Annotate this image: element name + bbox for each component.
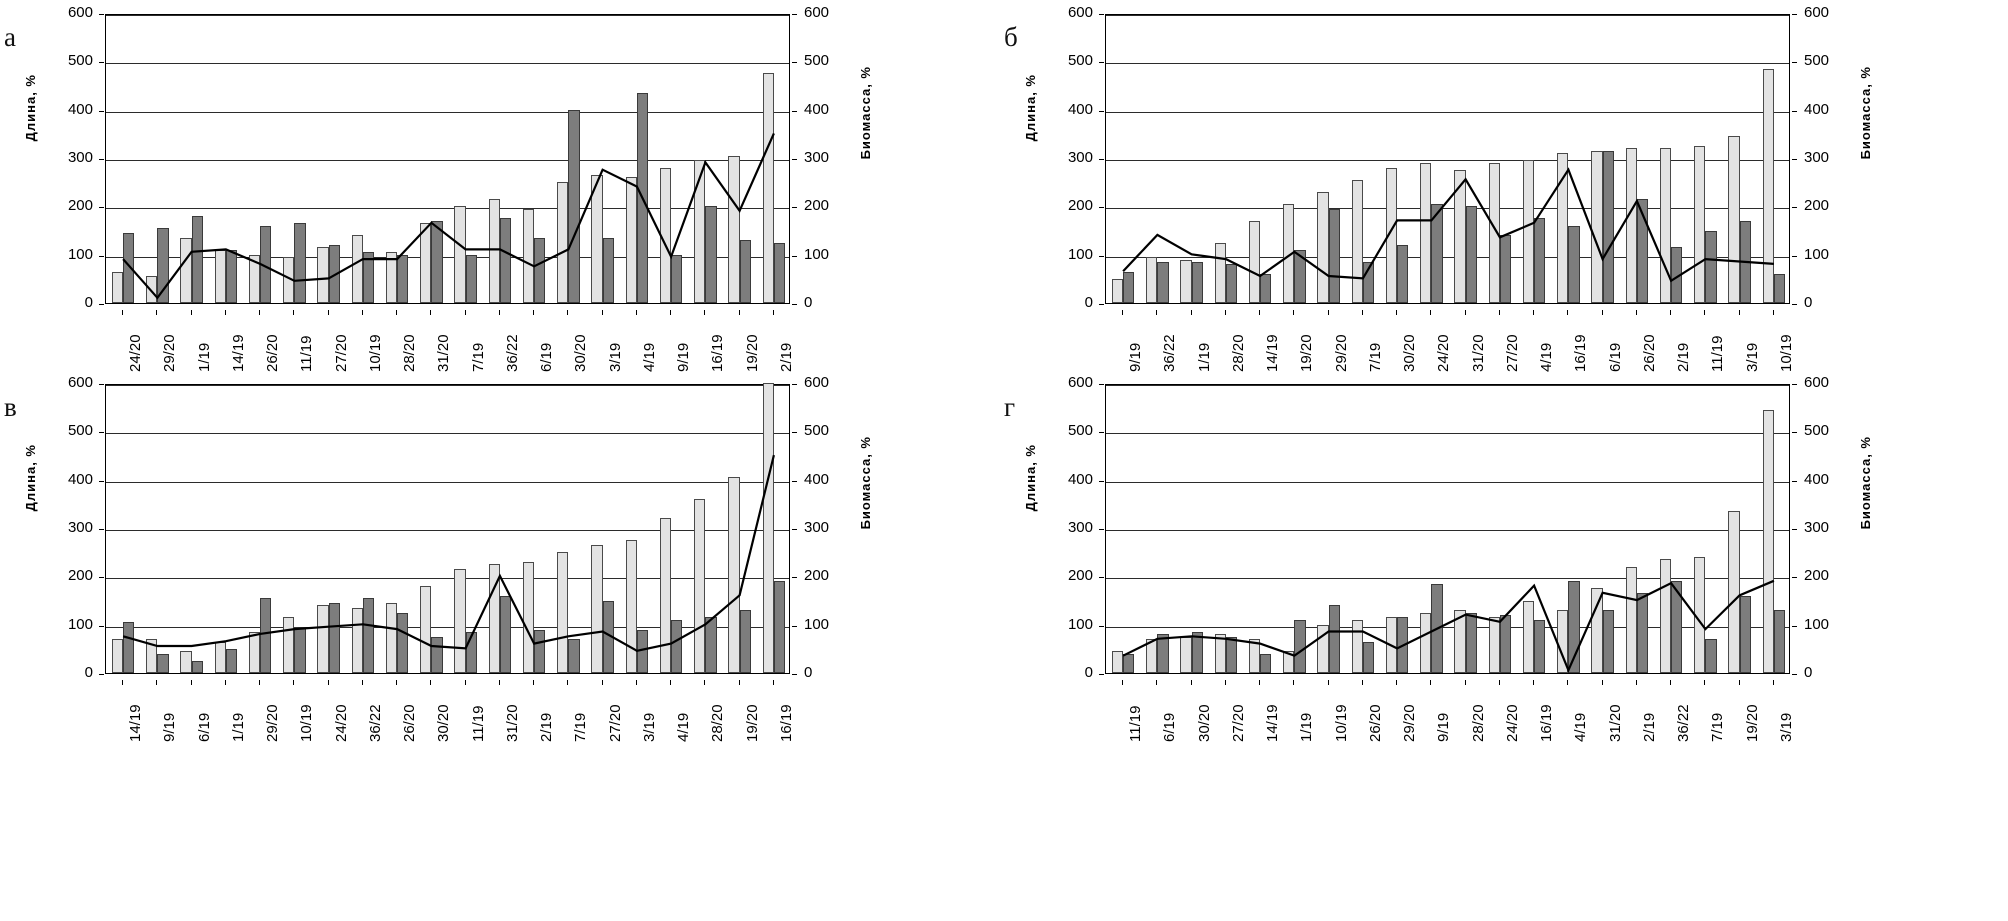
y-tick-right-600: 600	[804, 374, 830, 391]
y-tickmark-right	[792, 529, 797, 530]
y-tickmark-right	[1792, 304, 1797, 305]
x-tickmark	[1293, 680, 1294, 685]
x-tick-label-1/19: 1/19	[1298, 712, 1316, 742]
x-tick-label-16/19: 16/19	[777, 704, 795, 742]
y-tick-right-400: 400	[1804, 470, 1830, 488]
x-tickmark	[1739, 680, 1740, 685]
y-tick-right-0: 0	[1804, 664, 1813, 681]
x-tick-label-24/20: 24/20	[127, 334, 145, 372]
y-tick-left-200: 200	[67, 567, 93, 585]
y-tick-right-600: 600	[1804, 4, 1830, 21]
x-tick-label-9/19: 9/19	[1435, 712, 1453, 742]
trend-line	[106, 385, 791, 675]
y-tick-right-400: 400	[1804, 100, 1830, 118]
x-tick-label-7/19: 7/19	[1709, 712, 1727, 742]
x-tickmark	[704, 310, 705, 315]
x-tickmark	[602, 310, 603, 315]
x-tickmark	[1328, 310, 1329, 315]
y-tick-right-200: 200	[1804, 567, 1830, 585]
x-tickmark	[362, 680, 363, 685]
x-tickmark	[1704, 680, 1705, 685]
x-tickmark	[156, 310, 157, 315]
x-tick-label-10/19: 10/19	[1777, 334, 1795, 372]
y-tickmark-left	[99, 384, 104, 385]
x-tick-label-11/19: 11/19	[1127, 705, 1145, 742]
y-tick-left-600: 600	[1067, 374, 1093, 391]
x-tick-label-28/20: 28/20	[1469, 704, 1487, 742]
x-tick-label-9/19: 9/19	[161, 712, 179, 742]
y-tick-left-600: 600	[1067, 4, 1093, 21]
x-tickmark	[1499, 680, 1500, 685]
y-tick-left-0: 0	[84, 294, 93, 311]
y-tick-left-600: 600	[67, 374, 93, 391]
x-tickmark	[499, 680, 500, 685]
x-tickmark	[430, 680, 431, 685]
x-tick-label-27/20: 27/20	[332, 334, 350, 372]
plot-area	[105, 14, 790, 304]
x-tick-label-3/19: 3/19	[1743, 342, 1761, 372]
x-tick-label-19/20: 19/20	[743, 704, 761, 742]
y-tickmark-left	[99, 159, 104, 160]
y-axis-title-right: Биомасса, %	[1858, 66, 1873, 160]
y-tickmark-left	[1099, 14, 1104, 15]
x-tickmark	[1636, 680, 1637, 685]
x-tickmark	[670, 680, 671, 685]
x-tick-label-27/20: 27/20	[1503, 334, 1521, 372]
x-tickmark	[1293, 310, 1294, 315]
x-tickmark	[1430, 310, 1431, 315]
y-tickmark-left	[99, 481, 104, 482]
panel-label-в: в	[4, 392, 17, 422]
x-tickmark	[362, 310, 363, 315]
chart-panel-в	[0, 370, 1000, 740]
x-tick-label-28/20: 28/20	[401, 334, 419, 372]
x-tickmark	[1396, 680, 1397, 685]
x-tickmark	[430, 310, 431, 315]
x-tickmark	[396, 310, 397, 315]
x-tick-label-24/20: 24/20	[1435, 334, 1453, 372]
x-tick-label-14/19: 14/19	[1264, 334, 1282, 372]
y-tick-right-400: 400	[804, 470, 830, 488]
x-tickmark	[773, 310, 774, 315]
x-tick-label-29/20: 29/20	[161, 334, 179, 372]
y-tickmark-left	[1099, 384, 1104, 385]
y-tickmark-right	[1792, 529, 1797, 530]
y-tickmark-right	[792, 304, 797, 305]
x-tick-label-10/19: 10/19	[298, 704, 316, 742]
x-tick-label-31/20: 31/20	[435, 334, 453, 372]
y-tick-right-300: 300	[804, 149, 830, 166]
x-tick-label-6/19: 6/19	[1606, 342, 1624, 372]
y-tick-left-300: 300	[67, 519, 93, 536]
panel-label-а: а	[4, 22, 16, 52]
y-tick-right-0: 0	[804, 664, 813, 681]
x-tickmark	[1465, 310, 1466, 315]
y-tick-left-400: 400	[1067, 100, 1093, 118]
y-tick-left-200: 200	[1067, 197, 1093, 215]
y-tickmark-right	[1792, 674, 1797, 675]
x-tick-label-10/19: 10/19	[1332, 704, 1350, 742]
y-tick-right-500: 500	[1804, 52, 1830, 70]
x-tick-label-29/20: 29/20	[264, 704, 282, 742]
x-tick-label-26/20: 26/20	[1366, 704, 1384, 742]
y-tickmark-left	[99, 626, 104, 627]
y-tickmark-left	[1099, 481, 1104, 482]
x-tick-label-30/20: 30/20	[1401, 334, 1419, 372]
x-tick-label-27/20: 27/20	[606, 704, 624, 742]
x-tick-label-19/20: 19/20	[1298, 334, 1316, 372]
x-tick-label-3/19: 3/19	[606, 342, 624, 372]
trend-line	[1106, 15, 1791, 305]
x-tickmark	[1328, 680, 1329, 685]
x-tick-label-27/20: 27/20	[1229, 704, 1247, 742]
y-tick-right-200: 200	[804, 197, 830, 215]
x-tick-label-14/19: 14/19	[229, 334, 247, 372]
y-tickmark-left	[99, 529, 104, 530]
x-tickmark	[1739, 310, 1740, 315]
y-tickmark-left	[99, 111, 104, 112]
x-tickmark	[1602, 310, 1603, 315]
y-axis-title-left: Длина, %	[23, 74, 38, 142]
x-tick-label-7/19: 7/19	[572, 712, 590, 742]
x-tickmark	[1773, 310, 1774, 315]
y-tickmark-right	[792, 481, 797, 482]
y-tick-left-300: 300	[67, 149, 93, 166]
y-tick-right-400: 400	[804, 100, 830, 118]
x-tick-label-9/19: 9/19	[675, 342, 693, 372]
x-tickmark	[739, 680, 740, 685]
x-tickmark	[1533, 310, 1534, 315]
x-tick-label-26/20: 26/20	[264, 334, 282, 372]
y-tickmark-right	[792, 256, 797, 257]
x-tickmark	[122, 310, 123, 315]
chart-panel-а	[0, 0, 1000, 370]
y-tickmark-right	[1792, 577, 1797, 578]
y-tick-right-300: 300	[1804, 519, 1830, 536]
x-tick-label-16/19: 16/19	[1572, 334, 1590, 372]
x-tickmark	[1499, 310, 1500, 315]
y-tickmark-right	[792, 674, 797, 675]
y-tick-left-300: 300	[1067, 519, 1093, 536]
y-tickmark-right	[1792, 62, 1797, 63]
y-tick-left-200: 200	[1067, 567, 1093, 585]
y-tick-left-400: 400	[1067, 470, 1093, 488]
x-tickmark	[1533, 680, 1534, 685]
x-tick-label-31/20: 31/20	[1469, 334, 1487, 372]
y-tick-right-0: 0	[1804, 294, 1813, 311]
trend-line	[1106, 385, 1791, 675]
x-tickmark	[1191, 680, 1192, 685]
y-tick-right-0: 0	[804, 294, 813, 311]
x-tick-label-26/20: 26/20	[1640, 334, 1658, 372]
x-tickmark	[773, 680, 774, 685]
x-tick-label-29/20: 29/20	[1332, 334, 1350, 372]
chart-panel-г	[1000, 370, 2000, 740]
y-tick-left-100: 100	[1067, 615, 1093, 633]
y-tickmark-left	[99, 577, 104, 578]
x-tickmark	[1122, 680, 1123, 685]
y-axis-title-right: Биомасса, %	[858, 436, 873, 530]
x-tickmark	[293, 680, 294, 685]
panel-label-б: б	[1004, 22, 1018, 52]
x-tick-label-16/19: 16/19	[709, 334, 727, 372]
y-tickmark-left	[99, 674, 104, 675]
plot-area	[105, 384, 790, 674]
x-tickmark	[293, 310, 294, 315]
x-tick-label-28/20: 28/20	[1229, 334, 1247, 372]
y-tickmark-left	[1099, 256, 1104, 257]
y-tickmark-right	[1792, 207, 1797, 208]
x-tick-label-2/19: 2/19	[538, 712, 556, 742]
x-tickmark	[1773, 680, 1774, 685]
x-tick-label-2/19: 2/19	[1640, 712, 1658, 742]
x-tick-label-36/22: 36/22	[503, 334, 521, 372]
x-tick-label-16/19: 16/19	[1538, 704, 1556, 742]
x-tick-label-30/20: 30/20	[435, 704, 453, 742]
x-tickmark	[1430, 680, 1431, 685]
y-tick-right-300: 300	[1804, 149, 1830, 166]
x-tick-label-1/19: 1/19	[1195, 342, 1213, 372]
y-tickmark-left	[1099, 304, 1104, 305]
y-tick-right-600: 600	[804, 4, 830, 21]
y-tick-right-600: 600	[1804, 374, 1830, 391]
x-tick-label-1/19: 1/19	[195, 342, 213, 372]
x-tickmark	[1225, 680, 1226, 685]
x-tick-label-3/19: 3/19	[640, 712, 658, 742]
y-tick-right-100: 100	[1804, 615, 1830, 633]
x-tickmark	[1225, 310, 1226, 315]
x-tickmark	[1259, 310, 1260, 315]
x-tickmark	[1567, 680, 1568, 685]
y-axis-title-right: Биомасса, %	[858, 66, 873, 160]
x-tick-label-2/19: 2/19	[1675, 342, 1693, 372]
y-tick-left-400: 400	[67, 100, 93, 118]
x-tick-label-4/19: 4/19	[1572, 712, 1590, 742]
y-tickmark-right	[792, 111, 797, 112]
x-tickmark	[1362, 310, 1363, 315]
y-tickmark-left	[1099, 626, 1104, 627]
y-tickmark-right	[792, 62, 797, 63]
y-tickmark-left	[1099, 62, 1104, 63]
x-tickmark	[1396, 310, 1397, 315]
x-tick-label-4/19: 4/19	[675, 712, 693, 742]
x-tickmark	[191, 310, 192, 315]
x-tick-label-28/20: 28/20	[709, 704, 727, 742]
y-tick-right-100: 100	[804, 245, 830, 263]
y-tick-left-0: 0	[84, 664, 93, 681]
y-tick-left-500: 500	[67, 52, 93, 70]
x-tick-label-6/19: 6/19	[538, 342, 556, 372]
x-tickmark	[1670, 310, 1671, 315]
y-tickmark-right	[792, 577, 797, 578]
y-tickmark-left	[1099, 577, 1104, 578]
x-tick-label-11/19: 11/19	[1709, 335, 1727, 372]
x-tick-label-36/22: 36/22	[366, 704, 384, 742]
x-tick-label-24/20: 24/20	[332, 704, 350, 742]
y-tickmark-left	[99, 256, 104, 257]
y-tick-left-400: 400	[67, 470, 93, 488]
x-tickmark	[465, 310, 466, 315]
x-tickmark	[156, 680, 157, 685]
x-tick-label-31/20: 31/20	[1606, 704, 1624, 742]
panel-label-г: г	[1004, 392, 1016, 422]
x-tickmark	[191, 680, 192, 685]
y-tick-right-100: 100	[804, 615, 830, 633]
y-tickmark-right	[1792, 481, 1797, 482]
plot-area	[1105, 14, 1790, 304]
x-axis-labels	[105, 680, 795, 750]
y-tick-right-500: 500	[804, 52, 830, 70]
x-tickmark	[396, 680, 397, 685]
x-tickmark	[567, 310, 568, 315]
y-tickmark-left	[1099, 207, 1104, 208]
y-axis-title-left: Длина, %	[1023, 444, 1038, 512]
x-tick-label-24/20: 24/20	[1503, 704, 1521, 742]
x-tickmark	[1156, 310, 1157, 315]
x-tickmark	[328, 310, 329, 315]
x-tick-label-11/19: 11/19	[298, 335, 316, 372]
y-tick-left-100: 100	[1067, 245, 1093, 263]
x-tickmark	[1636, 310, 1637, 315]
x-tick-label-26/20: 26/20	[401, 704, 419, 742]
x-tickmark	[1122, 310, 1123, 315]
x-tickmark	[739, 310, 740, 315]
x-tick-label-31/20: 31/20	[503, 704, 521, 742]
y-tick-right-200: 200	[804, 567, 830, 585]
y-tickmark-left	[99, 207, 104, 208]
x-tick-label-11/19: 11/19	[469, 705, 487, 742]
chart-panel-б	[1000, 0, 2000, 370]
y-tickmark-left	[99, 62, 104, 63]
x-tickmark	[636, 310, 637, 315]
y-tick-left-100: 100	[67, 615, 93, 633]
y-tick-left-0: 0	[1084, 294, 1093, 311]
y-tick-left-500: 500	[1067, 52, 1093, 70]
y-tickmark-right	[792, 14, 797, 15]
y-axis-title-right: Биомасса, %	[1858, 436, 1873, 530]
x-tick-label-30/20: 30/20	[1195, 704, 1213, 742]
y-tickmark-right	[792, 207, 797, 208]
y-tick-left-0: 0	[1084, 664, 1093, 681]
x-tickmark	[259, 310, 260, 315]
x-tick-label-4/19: 4/19	[640, 342, 658, 372]
x-tick-label-6/19: 6/19	[1161, 712, 1179, 742]
y-tick-right-500: 500	[1804, 422, 1830, 440]
x-tickmark	[465, 680, 466, 685]
x-tickmark	[704, 680, 705, 685]
x-tick-label-9/19: 9/19	[1127, 342, 1145, 372]
y-tickmark-right	[1792, 111, 1797, 112]
x-tickmark	[122, 680, 123, 685]
x-tickmark	[1259, 680, 1260, 685]
x-tickmark	[225, 680, 226, 685]
x-tick-label-10/19: 10/19	[366, 334, 384, 372]
x-tick-label-3/19: 3/19	[1777, 712, 1795, 742]
y-tick-right-100: 100	[1804, 245, 1830, 263]
x-tickmark	[1704, 310, 1705, 315]
y-tickmark-right	[1792, 432, 1797, 433]
x-tickmark	[670, 310, 671, 315]
x-axis-labels	[1105, 680, 1795, 750]
x-tick-label-30/20: 30/20	[572, 334, 590, 372]
y-tickmark-right	[792, 626, 797, 627]
x-tick-label-29/20: 29/20	[1401, 704, 1419, 742]
y-tick-left-500: 500	[67, 422, 93, 440]
x-tick-label-36/22: 36/22	[1675, 704, 1693, 742]
x-tickmark	[533, 680, 534, 685]
y-tickmark-right	[1792, 256, 1797, 257]
x-tickmark	[328, 680, 329, 685]
y-tickmark-right	[792, 432, 797, 433]
x-tickmark	[499, 310, 500, 315]
x-tickmark	[1670, 680, 1671, 685]
x-tick-label-19/20: 19/20	[1743, 704, 1761, 742]
x-tickmark	[567, 680, 568, 685]
x-tickmark	[1567, 310, 1568, 315]
y-axis-title-left: Длина, %	[23, 444, 38, 512]
x-tick-label-14/19: 14/19	[127, 704, 145, 742]
x-tickmark	[1602, 680, 1603, 685]
x-tick-label-14/19: 14/19	[1264, 704, 1282, 742]
x-tickmark	[259, 680, 260, 685]
x-tick-label-7/19: 7/19	[469, 342, 487, 372]
x-tick-label-4/19: 4/19	[1538, 342, 1556, 372]
x-tickmark	[1156, 680, 1157, 685]
y-tickmark-left	[1099, 159, 1104, 160]
x-tick-label-19/20: 19/20	[743, 334, 761, 372]
x-tick-label-36/22: 36/22	[1161, 334, 1179, 372]
y-tickmark-right	[1792, 626, 1797, 627]
y-tickmark-right	[1792, 384, 1797, 385]
x-tickmark	[1465, 680, 1466, 685]
x-tickmark	[636, 680, 637, 685]
y-tickmark-right	[792, 384, 797, 385]
y-tickmark-left	[99, 432, 104, 433]
y-tickmark-left	[1099, 674, 1104, 675]
y-tickmark-left	[1099, 111, 1104, 112]
y-tick-right-500: 500	[804, 422, 830, 440]
y-tick-left-100: 100	[67, 245, 93, 263]
y-tick-left-500: 500	[1067, 422, 1093, 440]
x-tickmark	[602, 680, 603, 685]
y-axis-title-left: Длина, %	[1023, 74, 1038, 142]
y-tick-left-300: 300	[1067, 149, 1093, 166]
y-tick-right-200: 200	[1804, 197, 1830, 215]
y-tickmark-right	[1792, 159, 1797, 160]
y-tick-left-600: 600	[67, 4, 93, 21]
x-tickmark	[533, 310, 534, 315]
y-tickmark-left	[1099, 432, 1104, 433]
y-tickmark-left	[1099, 529, 1104, 530]
y-tickmark-left	[99, 14, 104, 15]
x-tick-label-7/19: 7/19	[1366, 342, 1384, 372]
y-tickmark-left	[99, 304, 104, 305]
y-tickmark-right	[792, 159, 797, 160]
x-tick-label-1/19: 1/19	[229, 712, 247, 742]
x-tickmark	[1191, 310, 1192, 315]
y-tick-left-200: 200	[67, 197, 93, 215]
y-tick-right-300: 300	[804, 519, 830, 536]
x-tick-label-6/19: 6/19	[195, 712, 213, 742]
plot-area	[1105, 384, 1790, 674]
x-tick-label-2/19: 2/19	[777, 342, 795, 372]
x-tickmark	[1362, 680, 1363, 685]
x-tickmark	[225, 310, 226, 315]
trend-line	[106, 15, 791, 305]
y-tickmark-right	[1792, 14, 1797, 15]
